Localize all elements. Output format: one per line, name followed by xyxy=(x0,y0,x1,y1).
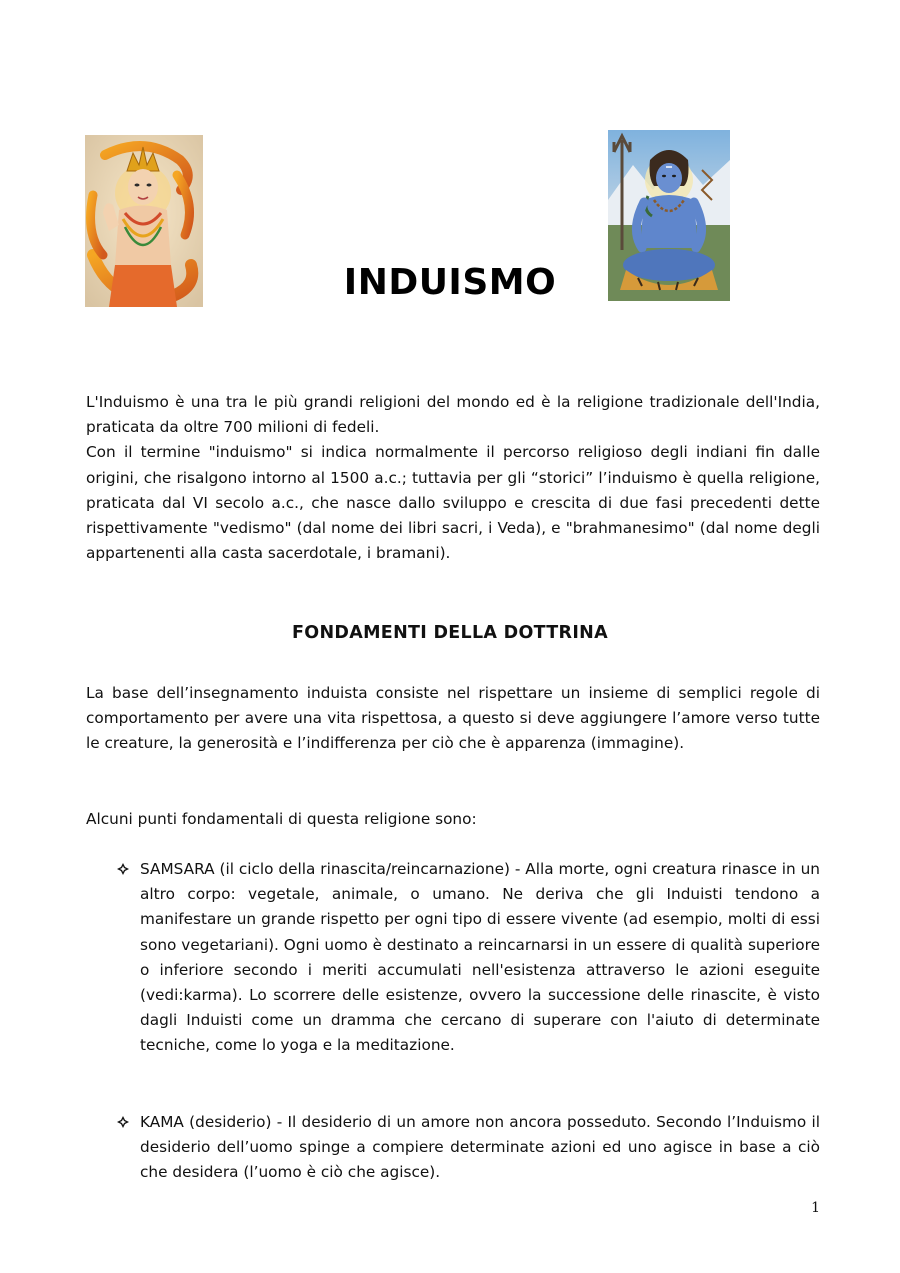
intro-paragraph xyxy=(86,390,820,566)
kama-text: KAMA (desiderio) - Il desiderio di un amore non ancora posseduto. Secondo l’Induismo il desiderio dell’uomo spinge a compiere determinate azioni ed uno agisce in base a ciò che desidera (l’uomo è ciò che agisce). xyxy=(140,1113,820,1182)
base-paragraph: La base dell’insegnamento induista consiste nel rispettare un insieme di semplici regole di comportamento per avere una vita rispettosa, a questo si deve aggiungere l’amore verso tutte le creature, la generosità e l’indifferenza per ciò che è apparenza (immagine). xyxy=(86,684,820,753)
diamond-bullet-icon xyxy=(116,1114,130,1128)
intro-text-1: L'Induismo è una tra le più grandi religioni del mondo ed è la religione tradizionale dell'India, praticata da oltre 700 milioni di fedeli. xyxy=(86,393,820,437)
points-intro: Alcuni punti fondamentali di questa religione sono: xyxy=(86,810,477,828)
section-heading: FONDAMENTI DELLA DOTTRINA xyxy=(292,623,608,643)
page-title: INDUISMO xyxy=(343,262,557,303)
page-number: 1 xyxy=(811,1200,820,1216)
intro-text-2: Con il termine "induismo" si indica normalmente il percorso religioso degli indiani fin dalle origini, che risalgono intorno al 1500 a.c.; tuttavia per gli “storici” l’induismo è quella religione, praticata dal VI secolo a.c., che nasce dallo sviluppo e crescita di due fasi precedenti dette rispettivamente "vedismo" (dal nome dei libri sacri, i Veda), e "brahmanesimo" (dal nome degli appartenenti alla casta sacerdotale, i bramani). xyxy=(86,443,820,563)
vishnu-om-image xyxy=(85,135,203,307)
diamond-bullet-icon xyxy=(116,861,130,875)
samsara-text: SAMSARA (il ciclo della rinascita/reincarnazione) - Alla morte, ogni creatura rinasce in un altro corpo: vegetale, animale, o umano. Ne deriva che gli Induisti tendono a manifestare un grande rispetto per ogni tipo di essere vivente (ad esempio, molti di essi sono vegetariani). Ogni uomo è destinato a reincarnarsi in un essere di qualità superiore o inferiore secondo i meriti accumulati nell'esistenza attraverso le azioni eseguite (vedi:karma). Lo scorrere delle esistenze, ovvero la successione delle rinascite, è visto dagli Induisti come un dramma che cercano di superare con l'aiuto di determinate tecniche, come lo yoga e la meditazione. xyxy=(140,860,820,1055)
